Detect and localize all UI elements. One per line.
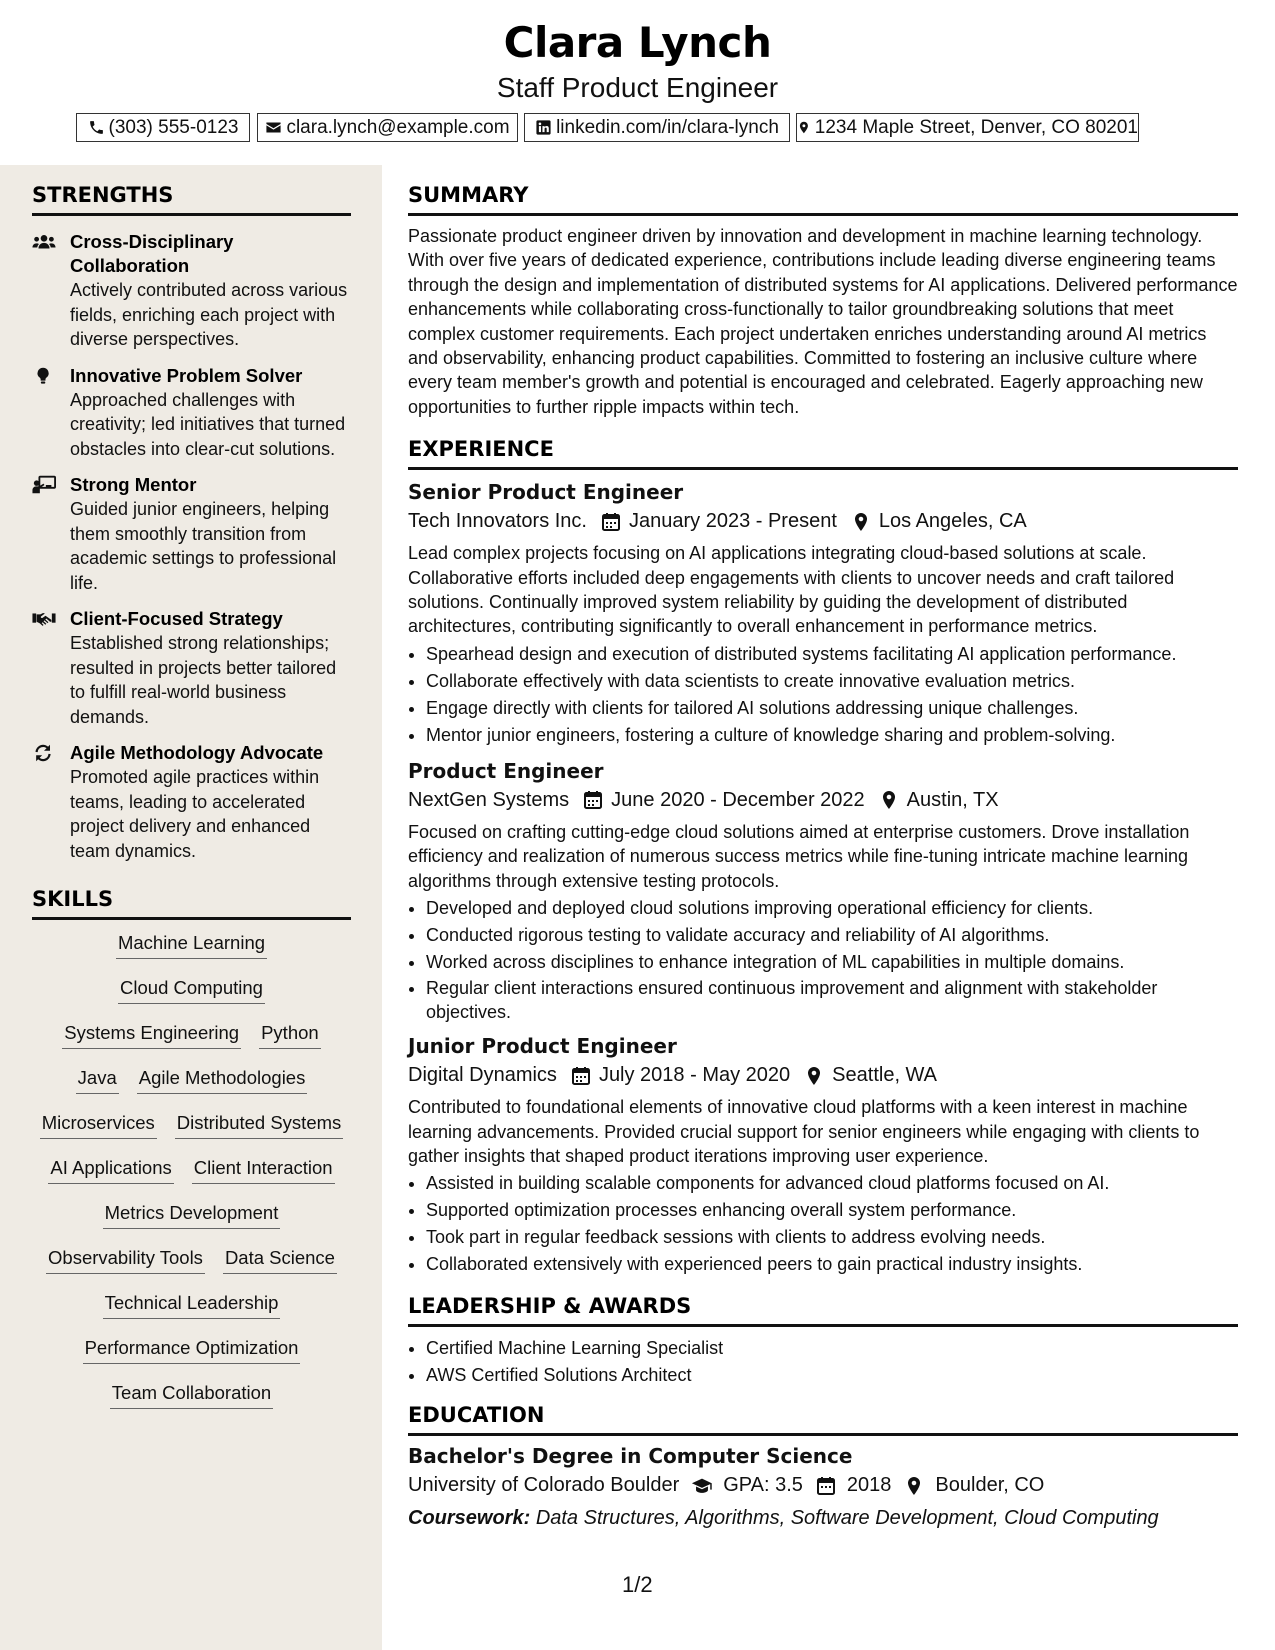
strength-desc: Actively contributed across various fields, enriching each project with diverse perspectives. [70,280,348,349]
strength-desc: Promoted agile practices within teams, leading to accelerated project delivery and enhanced team dynamics. [70,767,320,861]
school-location: Boulder, CO [935,1474,1045,1497]
coursework-list: Data Structures, Algorithms, Software Development, Cloud Computing [535,1507,1159,1530]
sync-icon [32,743,56,763]
skill-tag: Java [76,1067,119,1094]
teacher-icon [32,475,56,495]
skill-tag: Performance Optimization [83,1337,301,1364]
school-name: University of Colorado Boulder [408,1474,680,1497]
map-pin-icon [797,119,811,136]
bullet-item: • Spearhead design and execution of distributed systems facilitating AI application performance. [426,641,1238,668]
skill-tag: Metrics Development [103,1202,281,1229]
contact-email[interactable] [257,113,518,142]
strength-desc: Guided junior engineers, helping them smoothly transition from academic settings to professional life. [70,499,337,593]
job-description: Focused on crafting cutting-edge cloud solutions aimed at enterprise customers. Drove installation efficiency and realization of numerous success metrics while fine-tuning intricate machine learning algorithms through extensive testing protocols. [408,821,1190,891]
strength-item [32,230,351,352]
skill-tag: Cloud Computing [118,977,265,1004]
job-title: Product Engineer [408,758,604,783]
skill-tag: Client Interaction [192,1157,335,1184]
strength-item [32,741,351,863]
job-title: Senior Product Engineer [408,480,684,505]
company-name: Tech Innovators Inc. [408,510,587,533]
skill-tag: Data Science [223,1247,337,1274]
job-dates: January 2023 - Present [628,510,837,533]
skill-tag: Microservices [40,1112,157,1139]
map-pin-icon [851,512,871,532]
bullet-item: • Regular client interactions ensured continuous improvement and alignment with stakeholder objectives. [426,976,1238,1024]
bullet-item: • Supported optimization processes enhancing overall system performance. [426,1197,1238,1224]
skills-heading: SKILLS [32,887,351,920]
strengths-heading: STRENGTHS [32,183,351,216]
job-meta [408,1064,1238,1087]
award-item: • Certified Machine Learning Specialist [426,1335,1238,1362]
bullet-item: • Worked across disciplines to enhance integration of ML capabilities in multiple domains. [426,949,1238,976]
bullet-item: • Developed and deployed cloud solutions improving operational efficiency for clients. [426,895,1238,922]
phone-icon [88,119,105,136]
envelope-icon [265,119,282,136]
strength-title: Cross-Disciplinary Collaboration [70,231,234,276]
gpa: GPA: 3.5 [723,1474,803,1497]
job-title: Junior Product Engineer [408,1034,677,1059]
degree-title: Bachelor's Degree in Computer Science [408,1444,853,1469]
address-text: 1234 Maple Street, Denver, CO 80201 [814,116,1138,138]
strength-title: Innovative Problem Solver [70,364,303,386]
job-entry [408,759,1238,1024]
graduation-year: 2018 [846,1474,892,1497]
strength-item [32,364,351,462]
calendar-icon [815,1476,837,1496]
candidate-name: Clara Lynch [503,18,772,67]
coursework [408,1507,1238,1530]
bullet-item: • Assisted in building scalable components for advanced cloud platforms focused on AI. [426,1170,1238,1197]
job-bullets [408,895,1238,1024]
job-dates: July 2018 - May 2020 [598,1064,791,1087]
strength-item [32,607,351,729]
job-bullets [408,641,1238,749]
map-pin-icon [879,790,899,810]
skill-tag: Agile Methodologies [137,1067,308,1094]
bullet-item: • Collaborated extensively with experienced peers to gain practical industry insights. [426,1251,1238,1278]
job-location: Austin, TX [906,788,999,811]
skill-tag: AI Applications [48,1157,173,1184]
experience-heading: EXPERIENCE [408,437,1238,470]
contact-address[interactable] [796,113,1139,142]
sidebar [0,165,382,1650]
handshake-icon [32,609,56,629]
bullet-item: • Conducted rigorous testing to validate accuracy and reliability of AI algorithms. [426,922,1238,949]
skill-tag: Observability Tools [46,1247,205,1274]
company-name: Digital Dynamics [408,1064,557,1087]
job-entry [408,480,1238,749]
calendar-icon [583,790,603,810]
contact-phone[interactable] [76,113,250,142]
main-content [408,183,1238,1530]
job-location: Seattle, WA [832,1064,938,1087]
summary-text: Passionate product engineer driven by innovation and development in machine learning technology. With over five years of dedicated experience, contributions include leading diverse engineering teams through the design and implementation of distributed systems for AI applications. Delivered performance enhancements while collaborating cross-functionally to tailor groundbreaking solutions that meet complex customer requirements. Each project undertaken enriches understanding around AI metrics and observability, enhancing product capabilities. Committed to fostering an inclusive culture where every team member's growth and potential is encouraged and celebrated. Eagerly approaching new opportunities to further ripple impacts within tech. [408,226,1238,417]
strength-desc: Established strong relationships; resulted in projects better tailored to fulfill real-world business demands. [70,633,337,727]
job-title-headline: Staff Product Engineer [496,72,779,103]
job-meta [408,789,1238,812]
skill-tag: Python [259,1022,321,1049]
summary-heading: SUMMARY [408,183,1238,216]
bullet-item: • Collaborate effectively with data scientists to create innovative evaluation metrics. [426,668,1238,695]
users-icon [32,232,56,252]
education-heading: EDUCATION [408,1403,1238,1436]
education-meta [408,1474,1238,1497]
coursework-label: Coursework: [408,1507,531,1530]
contact-linkedin[interactable] [524,113,790,142]
job-entry [408,1034,1238,1278]
job-bullets [408,1170,1238,1278]
resume-header [0,0,1275,165]
skill-tag: Team Collaboration [110,1382,273,1409]
skills-list [32,932,351,1427]
job-location: Los Angeles, CA [878,510,1027,533]
calendar-icon [571,1066,591,1086]
map-pin-icon [903,1476,925,1496]
linkedin-text: linkedin.com/in/clara-lynch [556,116,779,138]
calendar-icon [601,512,621,532]
phone-text: (303) 555-0123 [108,116,239,138]
job-dates: June 2020 - December 2022 [611,788,865,811]
strength-title: Agile Methodology Advocate [70,742,324,763]
company-name: NextGen Systems [408,788,570,811]
skill-tag: Machine Learning [116,932,267,959]
skill-tag: Systems Engineering [62,1022,241,1049]
bullet-item: • Engage directly with clients for tailored AI solutions addressing unique challenges. [426,695,1238,722]
job-description: Lead complex projects focusing on AI applications integrating cloud-based solutions at scale. Collaborative efforts included deep engagements with clients to uncover needs and craft tailored solutions. Continually improved system reliability by guiding the development of distributed architectures, contributing significantly to overall enhancement in performance metrics. [408,543,1175,637]
job-description: Contributed to foundational elements of innovative cloud platforms with a keen interest in machine learning advancements. Provided crucial support for senior engineers while engaging with clients to gather insights that shaped product iterations improving user experience. [408,1097,1200,1166]
strength-title: Client-Focused Strategy [70,608,283,629]
page-number: 1/2 [622,1572,653,1597]
map-pin-icon [804,1066,824,1086]
bullet-item: • Mentor junior engineers, fostering a culture of knowledge sharing and problem-solving. [426,722,1238,749]
skill-tag: Distributed Systems [175,1112,344,1139]
linkedin-icon [535,119,552,136]
strength-item [32,473,351,595]
bullet-item: • Took part in regular feedback sessions with clients to address evolving needs. [426,1224,1238,1251]
awards-list [408,1335,1238,1389]
award-item: • AWS Certified Solutions Architect [426,1362,1238,1389]
strength-title: Strong Mentor [70,474,197,495]
awards-heading: LEADERSHIP & AWARDS [408,1294,1238,1327]
skill-tag: Technical Leadership [103,1292,281,1319]
graduation-cap-icon [691,1476,713,1496]
lightbulb-icon [32,366,56,386]
job-meta [408,510,1238,533]
strength-desc: Approached challenges with creativity; led initiatives that turned obstacles into clear-cut solutions. [70,389,346,459]
email-text: clara.lynch@example.com [286,116,510,138]
